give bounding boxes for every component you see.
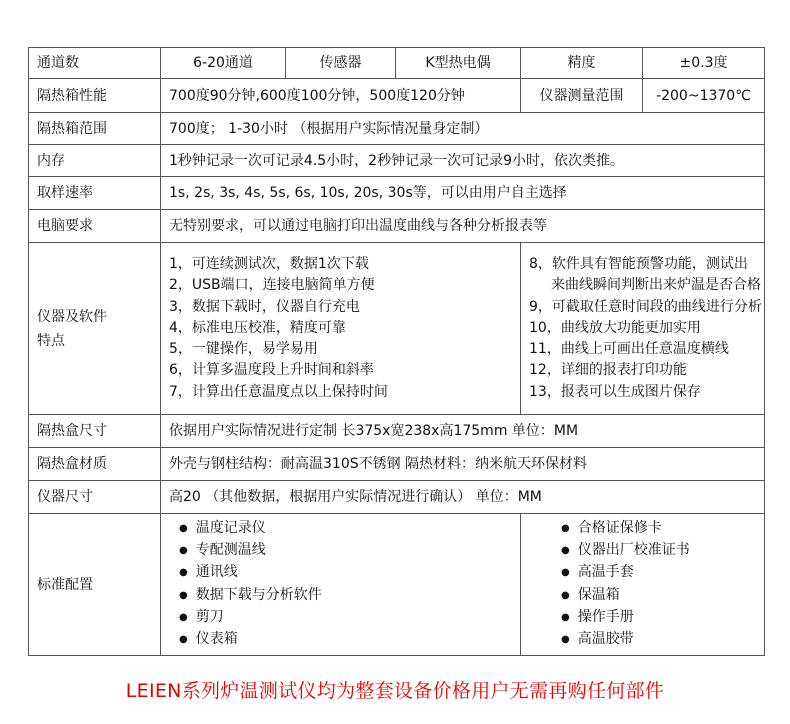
heat-range-value: 700度； 1-30小时 （根据用户实际情况量身定制） bbox=[161, 113, 765, 145]
list-item: ● 通讯线 bbox=[179, 562, 512, 584]
row-memory bbox=[29, 145, 765, 177]
list-item: ● 操作手册 bbox=[561, 607, 756, 629]
features-label-line1: 仪器及软件 bbox=[37, 308, 107, 325]
box-material-value: 外壳与钢柱结构：耐高温310S不锈钢 隔热材料：纳米航天环保材料 bbox=[161, 448, 765, 481]
standard-right-list bbox=[561, 518, 756, 651]
range-label: 仪器测量范围 bbox=[521, 79, 643, 113]
list-item: ● 剪刀 bbox=[179, 607, 512, 629]
channels-value: 6-20通道 bbox=[161, 48, 286, 79]
list-item: 11，曲线上可画出任意温度横线 bbox=[529, 341, 729, 358]
row-box-size bbox=[29, 415, 765, 448]
row-channels bbox=[29, 48, 765, 79]
range-value: -200~1370℃ bbox=[643, 79, 765, 113]
features-label bbox=[29, 243, 161, 415]
list-item: 9，可截取任意时间段的曲线进行分析 bbox=[529, 298, 762, 315]
precision-value: ±0.3度 bbox=[643, 48, 765, 79]
box-size-value: 依据用户实际情况进行定制 长375x宽238x高175mm 单位：MM bbox=[161, 415, 765, 448]
row-heat-performance bbox=[29, 79, 765, 113]
list-item: 来曲线瞬间判断出来炉温是否合格 bbox=[551, 277, 761, 294]
sampling-label: 取样速率 bbox=[29, 177, 161, 210]
features-right-list bbox=[529, 254, 762, 402]
list-item: ● 专配测温线 bbox=[179, 540, 512, 562]
computer-label: 电脑要求 bbox=[29, 210, 161, 243]
row-computer bbox=[29, 210, 765, 243]
list-item: ● 合格证保修卡 bbox=[561, 518, 756, 540]
standard-label: 标准配置 bbox=[29, 514, 161, 656]
box-material-label: 隔热盒材质 bbox=[29, 448, 161, 481]
channels-label: 通道数 bbox=[29, 48, 161, 79]
instrument-size-label: 仪器尺寸 bbox=[29, 481, 161, 514]
row-features bbox=[29, 243, 765, 415]
instrument-size-value: 高20 （其他数据，根据用户实际情况进行确认） 单位：MM bbox=[161, 481, 765, 514]
list-item: 6，计算多温度段上升时间和斜率 bbox=[169, 362, 374, 379]
list-item: 7，计算出任意温度点以上保持时间 bbox=[169, 383, 388, 400]
list-item: ● 保温箱 bbox=[561, 585, 756, 607]
list-item: ● 高温手套 bbox=[561, 562, 756, 584]
heat-perf-value: 700度90分钟,600度100分钟，500度120分钟 bbox=[161, 79, 521, 113]
list-item: 12，详细的报表打印功能 bbox=[529, 362, 687, 379]
list-item: 4，标准电压校准，精度可靠 bbox=[169, 319, 346, 336]
list-item: ● 温度记录仪 bbox=[179, 518, 512, 540]
list-item: ● 仪表箱 bbox=[179, 629, 512, 651]
spec-table bbox=[28, 47, 765, 656]
standard-left-cell bbox=[161, 514, 521, 656]
features-left-cell bbox=[161, 243, 521, 415]
features-left-list bbox=[169, 254, 512, 402]
row-standard bbox=[29, 514, 765, 656]
sampling-value: 1s, 2s, 3s, 4s, 5s, 6s, 10s, 20s, 30s等，可以由用户自主选择 bbox=[161, 177, 765, 210]
list-item: 2，USB端口，连接电脑简单方便 bbox=[169, 277, 375, 294]
list-item: 10，曲线放大功能更加实用 bbox=[529, 319, 701, 336]
list-item: ● 数据下载与分析软件 bbox=[179, 585, 512, 607]
heat-perf-label: 隔热箱性能 bbox=[29, 79, 161, 113]
list-item: ● 高温胶带 bbox=[561, 629, 756, 651]
box-size-label: 隔热盒尺寸 bbox=[29, 415, 161, 448]
sensor-value: K型热电偶 bbox=[396, 48, 521, 79]
memory-label: 内存 bbox=[29, 145, 161, 177]
footer-notice: LEIEN系列炉温测试仪均为整套设备价格用户无需再购任何部件 bbox=[125, 680, 665, 702]
list-item: 1，可连续测试次，数据1次下载 bbox=[169, 256, 369, 273]
sensor-label: 传感器 bbox=[286, 48, 396, 79]
computer-value: 无特别要求，可以通过电脑打印出温度曲线与各种分析报表等 bbox=[161, 210, 765, 243]
list-item: 5，一键操作，易学易用 bbox=[169, 341, 318, 358]
list-item: 8，软件具有智能预警功能，测试出 bbox=[529, 256, 748, 273]
heat-range-label: 隔热箱范围 bbox=[29, 113, 161, 145]
row-instrument-size bbox=[29, 481, 765, 514]
list-item: ● 仪器出厂校准证书 bbox=[561, 540, 756, 562]
row-heat-range bbox=[29, 113, 765, 145]
list-item: 3，数据下载时，仪器自行充电 bbox=[169, 298, 360, 315]
standard-right-cell bbox=[521, 514, 765, 656]
row-sampling bbox=[29, 177, 765, 210]
precision-label: 精度 bbox=[521, 48, 643, 79]
row-box-material bbox=[29, 448, 765, 481]
features-label-line2: 特点 bbox=[37, 332, 65, 349]
features-right-cell bbox=[521, 243, 765, 415]
list-item: 13，报表可以生成图片保存 bbox=[529, 383, 701, 400]
standard-left-list bbox=[179, 518, 512, 651]
memory-value: 1秒钟记录一次可记录4.5小时，2秒钟记录一次可记录9小时，依次类推。 bbox=[161, 145, 765, 177]
